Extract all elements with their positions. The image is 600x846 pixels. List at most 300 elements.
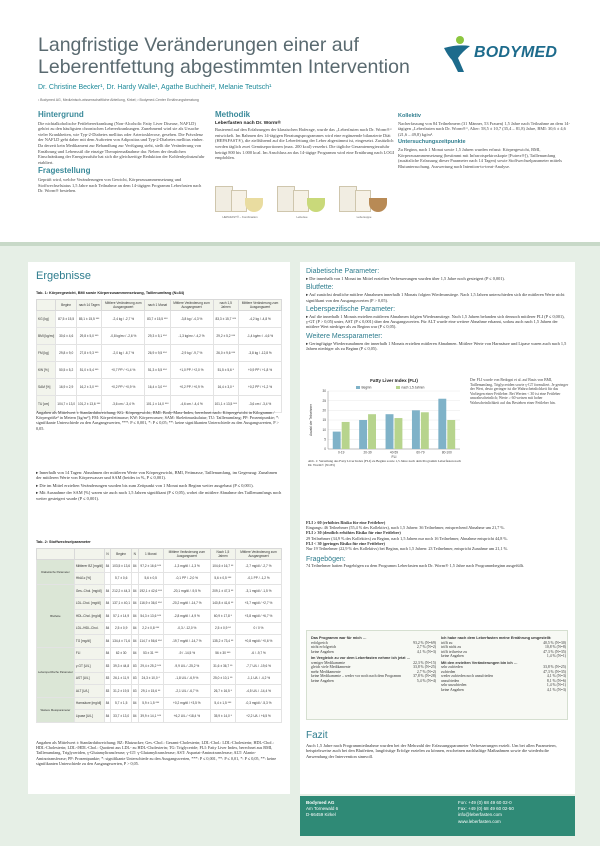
table-cell: -4,2 kg / -4,8 % <box>239 311 282 328</box>
table-header-cell <box>37 300 56 311</box>
fragestellung-heading: Fragestellung <box>38 166 91 176</box>
table-header-cell: N <box>132 549 139 560</box>
table-header-cell: Mittlere Veränderung zum Ausgangswert <box>102 300 145 311</box>
table-cell: +6,2 U/L / +18,4 % <box>163 710 210 723</box>
frage-heading: Fragebögen: <box>306 556 346 564</box>
survey-value: 33,8 % (N=25) <box>543 665 566 669</box>
table-row <box>37 379 282 396</box>
table-header-cell: Beginn <box>111 549 132 560</box>
table-header-cell <box>74 549 104 560</box>
table-cell: 5,6 ± 0,5 *** <box>210 572 235 585</box>
y-tick-label: 20 <box>322 408 326 413</box>
table-cell: 114,7 ± 56,6 *** <box>138 635 163 648</box>
table-cell: 26,1 ± 11,9 <box>111 672 132 685</box>
table-cell: 51,3 ± 5,5 *** <box>145 362 170 379</box>
table-cell: 84 <box>104 710 111 723</box>
fazit-section <box>300 730 575 759</box>
table-cell: -2,4 kg / -2,7 % <box>102 311 145 328</box>
table-cell: +3,8 mg/dl / +6,7 % <box>236 610 282 623</box>
bar <box>368 414 376 449</box>
footer-email-link[interactable]: info@leberfasten.com <box>458 812 502 818</box>
table-cell: -0,8 kg/m² / -2,6 % <box>102 328 145 345</box>
footer <box>300 796 575 836</box>
table-row <box>37 328 282 345</box>
table-cell: 103,5 ± 13,6 <box>111 560 132 573</box>
table-cell: 39,3 ± 44,8 <box>111 660 132 673</box>
footer-web-link[interactable]: www.leberfasten.com <box>458 818 501 824</box>
table-cell: 5,4 ± 1,5 *** <box>210 697 235 710</box>
table-group-label: Weitere Messparameter <box>37 697 75 722</box>
table-cell: 2,5 ± 0,9 ** <box>210 622 235 635</box>
table-header-cell: Mittlere Veränderung zum Ausgangswert <box>239 300 282 311</box>
methodik-subheading: Leberfasten nach Dr. Worm® <box>215 120 281 126</box>
survey-value: 4,1 % (N=3) <box>546 674 566 678</box>
table-cell: 31,2 ± 19,5 <box>111 685 132 698</box>
bullet-text: Die im Mittel erzielten Veränderungen wurden bis zum Zeitpunkt von 1 Monat nach Beginn weiter ausgebaut (P ≤ 0,001). <box>39 482 254 488</box>
survey-answer: trifft zu <box>441 640 453 645</box>
table-cell: +2,2 U/L / +6,5 % <box>236 710 282 723</box>
survey-answer: mehr Medikamente <box>311 669 341 674</box>
footer-address <box>306 800 338 819</box>
survey-value: 1,4 % (N=1) <box>546 683 566 687</box>
table-cell: 30,6 ± 4,6 <box>56 328 77 345</box>
survey-value: 33,8 % (N=25) <box>413 665 436 669</box>
survey-answer: erfolgreich <box>311 640 328 645</box>
table-cell: -2,9 kg / -9,7 % <box>170 345 213 362</box>
table-cell: 50,5 ± 5,2 <box>56 362 77 379</box>
table-cell: -1,4 kg/m² / -4,6 % <box>239 328 282 345</box>
table-cell: SAM [%] <box>37 379 56 396</box>
table-cell: 57,1 ± 14,9 <box>111 610 132 623</box>
survey-value: 93,2 % (N=69) <box>413 640 436 645</box>
table-cell: Ges.-Chol. [mg/dl] <box>74 585 104 598</box>
table-cell: +0,8 mg/dl / +0,6 % <box>236 635 282 648</box>
fli-line: FLI < 30 (geringes Risiko für eine Fettleber) <box>306 540 385 546</box>
survey-answer: nicht erfolgreich <box>311 645 337 649</box>
survey-answer: sehr zufrieden <box>441 665 463 669</box>
intro-section <box>0 112 600 242</box>
survey-answer: sehr unzufrieden <box>441 683 467 687</box>
table-cell: 16,4 ± 3,0 * <box>213 379 239 396</box>
table-cell: LDL-/HDL-Chol. <box>74 622 104 635</box>
table-cell: 60,9 ± 17,8 * <box>210 610 235 623</box>
survey-answer: keine Angaben <box>441 654 464 658</box>
ablauf-text: Zu Beginn, nach 1 Monat sowie 1,5 Jahren wurden erfasst: Körpergewicht, BMI, Körperzusammensetzung (bestimmt mit Infrarotspektroskopie [Futrex®]), Taillenumfang (zusätzliche Erfassung dieser Parameter nach 14 Tagen) sowie Stoffwechselparameter mittels Blutuntersuchung. Auswertung nach Intention-to-treat-Analyse. <box>398 146 562 169</box>
bar <box>412 410 420 449</box>
fli-line: FLI ≥ 60 (erhöhtes Risiko für eine Fettleber) <box>306 520 386 525</box>
survey-value: 22,3 % (N=15) <box>413 660 436 665</box>
table-cell: +0,7 PP / +1,4 % <box>102 362 145 379</box>
table-cell: 104,7 ± 13,0 <box>56 396 77 413</box>
table-cell: 84 <box>132 697 139 710</box>
table-cell: +0,9 PP / +1,8 % <box>239 362 282 379</box>
table-cell: -2,0 kg / -6,7 % <box>102 345 145 362</box>
y-tick-label: 0 <box>324 447 326 452</box>
product-label: Lebersuppe <box>356 215 372 219</box>
table-cell: -0,1 PP / -2,0 % <box>163 572 210 585</box>
bullet-item: ▸ Die im Mittel erzielten Veränderungen wurden bis zum Zeitpunkt von 1 Monat nach Beginn weiter ausgebaut (P ≤ 0,001). <box>36 482 254 488</box>
table-cell: 84 <box>104 597 111 610</box>
table-cell: 101,1 ± 14,0 *** <box>145 396 170 413</box>
table-cell: 83,7 ± 15,5 *** <box>145 311 170 328</box>
table-header-cell: nach 1,5 Jahren <box>213 300 239 311</box>
table-cell: -20,2 mg/dl / -14,7 % <box>163 597 210 610</box>
y-tick-label: 10 <box>322 427 326 432</box>
survey-left <box>311 634 436 683</box>
survey-answer: trifft teilweise zu <box>441 649 467 654</box>
table-cell: 84 <box>104 697 111 710</box>
table-cell: 83,3 ± 15,7 *** <box>213 311 239 328</box>
table-cell: 54,3 ± 13,6 *** <box>138 610 163 623</box>
table-cell: 5,9 ± 1,5 *** <box>138 697 163 710</box>
blut-heading: Blutfette: <box>306 284 334 292</box>
table-cell: 2,2 ± 0,8 *** <box>138 622 163 635</box>
table-cell: +0,2 PP / +0,9 % <box>102 379 145 396</box>
table-cell: 87,5 ± 15,5 <box>56 311 77 328</box>
table1-note: Angaben als Mittelwert ± Standardabweichung; KG: Körpergewicht; BMI: Body-Mass-Index, berechnet nach: Körpergewicht in Kilogramm / Körpergröße² in Metern [kg/m²]; FM: Körperfettmasse; KW: Körperwasser; SAM: Skelettmuskulatur; TU: Taillenumfang; PP: Prozentpunkte; *: signifikante Unterschiede zu den Ausgangswerten, ***: P ≤ 0,001, *: P ≤ 0,05; **: keine signifikanten Unterschiede zu den Ausgangswerten, P > 0,05. <box>36 410 280 431</box>
hintergrund-heading: Hintergrund <box>38 110 84 119</box>
survey-answer: weniger Medikamente <box>311 660 346 665</box>
table-row <box>37 560 282 573</box>
footer-contact <box>458 800 514 825</box>
product-image <box>277 180 327 218</box>
table-cell: 29,1 ± 15,6 ** <box>138 685 163 698</box>
fli-chart-svg <box>306 375 466 459</box>
survey-question: Im Vergleich zu vor dem Leberfasten nehme ich jetzt … <box>311 656 411 660</box>
bar <box>447 420 455 449</box>
bar <box>342 422 350 449</box>
table-cell: 84 <box>104 647 111 660</box>
product-image <box>215 180 265 218</box>
kollektiv-heading: Kollektiv <box>398 113 421 119</box>
table-cell: Harnsäure [mg/dl] <box>74 697 104 710</box>
table-row <box>37 311 282 328</box>
table-metabolic <box>36 548 282 723</box>
table-cell: 84 <box>104 585 111 598</box>
x-tick-label: 40-59 <box>389 450 399 455</box>
table-cell: 25,0 ± 10,1 ** <box>210 672 235 685</box>
table-cell: 5,7 ± 1,5 <box>111 697 132 710</box>
survey-answer: weder zufrieden noch unzufrieden <box>441 674 493 678</box>
table1-caption: Tab. 1: Körpergewicht, BMI sowie Körperzusammensetzung, Taillenumfang (N=84) <box>36 291 185 295</box>
table-cell: 31,6 ± 36,7 ** <box>210 660 235 673</box>
fli-line: FLI ≥ 30 (deutlich erhöhtes Risiko für eine Fettleber) <box>306 530 401 536</box>
fli-line: Eingangs: 46 Teilnehmer (55,4 % des Kollektivs), nach 1,5 Jahren: 36 Teilnehmer, entsprechend Abnahme um 21,7 %. <box>306 525 505 531</box>
survey-value: 1,4 % (N=1) <box>546 654 566 658</box>
footer-line: Bodymed AG <box>306 800 335 805</box>
survey-answer: keine Medikamente – weder vor noch nach dem Programm <box>311 674 402 678</box>
table-cell: 0 / 0 % <box>236 622 282 635</box>
survey-right <box>441 634 566 692</box>
table-cell: 84 <box>132 585 139 598</box>
survey-value: 4,1 % (N=3) <box>546 687 566 692</box>
table-cell: 29,8 ± 9,0 <box>56 345 77 362</box>
col-hintergrund <box>38 112 206 197</box>
survey-value: 5,4 % (N=4) <box>416 678 436 683</box>
table-cell: 83 <box>104 685 111 698</box>
table-cell: 83 <box>132 672 139 685</box>
table-row <box>37 345 282 362</box>
table-header-cell: 1 Monat <box>138 549 163 560</box>
table-cell: 26,7 ± 16,5 * <box>210 685 235 698</box>
table-row <box>37 585 282 598</box>
fragestellung-text: Geprüft wird, welche Veränderungen von Gewicht, Körperzusammensetzung und Stoffwechselstatus 1,5 Jahre nach Teilnahme an dem 14-tägigen Programm Leberfasten nach Dr. Worm® bestehen. <box>38 176 202 194</box>
table-cell: KW [%] <box>37 362 56 379</box>
fli-results <box>306 520 568 572</box>
survey-answer: trifft nicht zu <box>441 645 461 649</box>
x-tick-label: 20-39 <box>363 450 372 455</box>
table-cell: 26,0 ± 9,6 *** <box>213 345 239 362</box>
chart-title: Fatty Liver Index (FLI) <box>370 378 418 383</box>
table-cell: -3,6 cm / -3,4 % <box>102 396 145 413</box>
table-cell: -0,3 / -12,0 % <box>163 622 210 635</box>
survey-answer: gleich viele Medikamente <box>311 665 351 669</box>
fli-line: 29 Teilnehmer (34,9 % des Kollektivs) zu Beginn, nach 1,5 Jahren nur noch 16 Teilnehmer, Abnahme entspricht 44,8 %. <box>306 535 508 541</box>
survey-value: 8,1 % (N=6) <box>546 678 566 683</box>
table-cell: TG [mg/dl] <box>74 635 104 648</box>
product-label: Lebertee <box>296 215 308 219</box>
table-cell: HDL-Chol. [mg/dl] <box>74 610 104 623</box>
survey-box <box>306 630 568 720</box>
table-cell: Lipase [U/L] <box>74 710 104 723</box>
table-header-cell <box>37 549 75 560</box>
table-cell: 101,2 ± 13,6 *** <box>77 396 102 413</box>
weitere-heading: Weitere Messparameter: <box>306 332 383 340</box>
table-cell: AST [U/L] <box>74 672 104 685</box>
blut-text: ▸ Auf zunächst deutliche mittlere Abnahmen innerhalb 1 Monats folgten Wiederanstiege. Nach 1,5 Jahren unterschieden sich die mittleren Werte nicht signifikant von den Ausgangswerten (P > 0,05). <box>306 292 565 303</box>
x-tick-label: 80-100 <box>441 450 452 455</box>
survey-value: 2,7 % (N=2) <box>416 669 436 674</box>
survey-answer: keine Angaben <box>311 649 334 654</box>
leber-text: ▸ Auf die innerhalb 1 Monats erzielten mittleren Abnahmen folgten Wiederanstiege. Nach 1,5 Jahren befanden sich dennoch mittlerer FLI (P ≤ 0,001), γ-GT (P > 0,05) unter, AST (P ≤ 0,001) über den Ausgangswerten. Für ALT wurde eine weitere Abnahme erkannt, sodass auch nach 1,5 Jahren der mittlere Wert niedriger als zu Beginn war (P ≤ 0,05). <box>306 313 565 330</box>
table-cell: 5,6 ± 0,5 <box>138 572 163 585</box>
poster-header <box>0 0 600 120</box>
fli-line: Nur 19 Teilnehmer (22,9 % des Kollektivs) bei Beginn, nach 1,5 Jahren: 23 Teilnehmer, entspricht Zunahme um 21,1 %. <box>306 546 509 552</box>
right-params <box>306 268 568 354</box>
table-cell: -7,7 U/L / -19,6 % <box>236 660 282 673</box>
table-cell: 16,9 ± 2,9 <box>56 379 77 396</box>
table-cell: 192,1 ± 42,6 *** <box>138 585 163 598</box>
bar <box>333 432 341 449</box>
y-axis-label: Anzahl der Teilnehmer <box>309 404 313 436</box>
table-cell: 33,7 ± 13,0 <box>111 710 132 723</box>
footer-phone: Fon: +49 (0) 68 49 60 02-0 <box>458 800 512 805</box>
table-cell: -6 / -9,7 % <box>236 647 282 660</box>
y-tick-label: 25 <box>322 398 326 403</box>
table-header-cell: Mittlere Veränderung zum Ausgangswert <box>236 549 282 560</box>
table-cell: -0,3 mg/dl / -5,3 % <box>236 697 282 710</box>
table-cell: -2,8 mg/dl / -4,9 % <box>163 610 210 623</box>
table-cell: -1,3 kg/m² / -4,2 % <box>170 328 213 345</box>
table-cell: 84 <box>104 635 111 648</box>
table-cell: 134,4 ± 71,6 <box>111 635 132 648</box>
table-cell: HbA1c [%] <box>74 572 104 585</box>
methodik-text: Basierend auf den Erfahrungen der klassischen Haferage, wurde das „Leberfasten nach Dr. Worm®“ entwickelt. Im Rahmen des 14-tägigen Beratungsprogrammes wird eine ergänzende bilanzierte Diät (HEPAFAST®), die zielführend auf die Leberfettung der Leber abgestimmt ist, eingesetzt. Zusätzlich werden täglich zwei Gemüseportionen (max. 200 kcal) verzehrt. Die tägliche Gesamtenergiezufuhr beträgt 800 bis 1.000 kcal. Im Anschluss an das 14-tägige Programm wird eine Ernährung nach LOGI empfohlen. <box>215 127 395 161</box>
table-cell: 84 <box>132 597 139 610</box>
survey-value: 4,1 % (N=3) <box>416 649 436 654</box>
bar <box>394 418 402 449</box>
table-cell: 16,4 ± 3,0 *** <box>145 379 170 396</box>
survey-question: Mit den erzielten Veränderungen bin ich … <box>441 660 518 665</box>
survey-row <box>441 654 566 659</box>
table-cell: 24,3 ± 10,0 * <box>138 672 163 685</box>
table-cell: -1,1 U/L / -4,2 % <box>236 672 282 685</box>
table-cell: +0,2 mg/dl / +3,5 % <box>163 697 210 710</box>
footer-fax: Fax: +49 (0) 68 49 60 02-50 <box>458 806 514 812</box>
footer-line: Am Tornewald 6 <box>306 806 339 812</box>
table2-caption: Tab. 2: Stoffwechselparameter <box>36 540 91 544</box>
table-cell: 101,1 ± 13,5 *** <box>213 396 239 413</box>
x-axis-label: FLI <box>391 455 397 459</box>
table-cell: 16,2 ± 3,0 *** <box>77 379 102 396</box>
diab-text: ▸ Die innerhalb von 1 Monat im Mittel erzielten Verbesserungen wurden über 1,5 Jahre noch gesteigert (P ≤ 0,001). <box>306 276 505 281</box>
table-cell: 140,8 ± 41,6 ** <box>210 597 235 610</box>
table-cell: +1,0 PP / +2,0 % <box>170 362 213 379</box>
table-cell: 53 ± 31 *** <box>138 647 163 660</box>
table-cell: 84 <box>132 560 139 573</box>
legend-label: nach 1,5 Jahren <box>401 385 425 390</box>
table-cell: -19,7 mg/dl / -14,7 % <box>163 635 210 648</box>
table-cell: TU [cm] <box>37 396 56 413</box>
frage-text: 74 Teilnehmer hatten Fragebögen zu dem Programm Leberfasten nach Dr. Worm® 1,5 Jahre nach Programmbeginn ausgefüllt. <box>306 563 525 569</box>
table-header-cell: nach 1 Monat <box>145 300 170 311</box>
fli-explanation: Der FLI wurde von Bedogni et al. auf Basis von BMI, Taillenumfang, Triglyceriden sowie γ-GT formuliert. Je geringer der Wert, desto geringer ist die Wahrscheinlichkeit für das Vorliegen einer Fettleber. Bei Werten < 30 ist eine Fettleber unwahrscheinlich; Werte ≥ 60 weisen mit hoher Wahrscheinlichkeit auf das Bestehen einer Fettleber hin. <box>470 378 569 405</box>
legend-label: Beginn <box>361 385 372 390</box>
table-cell: BMI [kg/m²] <box>37 328 56 345</box>
y-tick-label: 5 <box>324 437 326 442</box>
table-cell: -3,8 kg / -12,8 % <box>239 345 282 362</box>
table-cell: -0,1 PP / -1,2 % <box>236 572 282 585</box>
kollektiv-text: Nacherfassung von 84 Teilnehmern (31 Männer, 53 Frauen) 1,5 Jahre nach Teilnahme an dem 14-tägigen „Leberfasten nach Dr. Worm®“, Alter: 58,5 ± 10,7 (35,4 – 81,8) Jahre, BMI: 30,6 ± 4,6 (21,6 – 49,8) kg/m². <box>398 120 570 137</box>
bullet-text: Innerhalb von 14 Tagen: Abnahmen der mittleren Werte von Körpergewicht, BMI, Fettmasse, Taillenumfang, im Gegenzug: Zunahmen der mittleren Werte von Körperwasser und SAM (beides in %, P ≤ 0,001). <box>36 470 278 481</box>
table-cell: FLI <box>74 647 104 660</box>
survey-value: 40,5 % (N=30) <box>543 640 566 645</box>
table-cell: +3,7 mg/dl / +2,7 % <box>236 597 282 610</box>
table-cell: LDL-Chol. [mg/dl] <box>74 597 104 610</box>
bar <box>438 399 446 449</box>
table-header-cell: Mittlere Veränderung zum Ausgangswert <box>170 300 213 311</box>
table-cell: -9 / -14,5 % <box>163 647 210 660</box>
survey-answer: unzufrieden <box>441 678 460 683</box>
survey-answer: zufrieden <box>441 669 456 674</box>
survey-value: 2,7 % (N=2) <box>416 645 436 649</box>
x-tick-label: 60-79 <box>416 450 425 455</box>
table-cell: 97,2 ± 16,6 *** <box>138 560 163 573</box>
survey-value: 47,3 % (N=35) <box>543 649 566 654</box>
bullet-item: ▸ Mit Ausnahme der SAM [%] waren sie auch nach 1,5 Jahren signifikant (P ≤ 0,05), wobei die mittlere Abnahme des Taillenumfangs noch weiter gesteigert wurde (P ≤ 0,001). <box>36 490 282 501</box>
table-cell: 85,1 ± 15,5 *** <box>77 311 102 328</box>
table-cell: -2,1 U/L / -6,7 % <box>163 685 210 698</box>
table-cell: 209,1 ± 47,3 ** <box>210 585 235 598</box>
leber-heading: Leberspezifische Parameter: <box>306 305 396 313</box>
y-tick-label: 30 <box>322 389 326 394</box>
bar <box>386 414 394 449</box>
table-cell: 62 ± 30 <box>111 647 132 660</box>
table2-note: Angaben als Mittelwert ± Standardabweichung; BZ: Blutzucker; Ges.-Chol.: Gesamt-Cholesterin; LDL-Chol.: LDL-Cholesterin; HDL-Chol.: HDL-Cholesterin; LDL-/HDL-Chol.: Quotient aus LDL- zu HDL-Cholesterin; TG: Triglyceride; FLI: Fatty Liver Index, berechnet aus BMI, Taillenumfang, Triglyceriden, γ-Glutamyltransferase; γ-GT: γ-Glutamyltransferase; AST: Aspartat-Aminotransferase; ALT: Alanin-Aminotransferase; PP: Prozentpunkte; *: signifikante Unterschiede zu den Ausgangswerten, ***: P ≤ 0,001, **: P ≤ 0,01, *: P ≤ 0,05, **: keine signifikanten Unterschiede zu den Ausgangswerten, P > 0,05. <box>36 740 277 766</box>
table-cell: ALT [U/L] <box>74 685 104 698</box>
col-kollektiv <box>398 112 573 172</box>
ergebnisse-heading: Ergebnisse <box>36 270 92 282</box>
table-cell: 83 <box>104 672 111 685</box>
table-cell: 83 <box>132 660 139 673</box>
table-cell: -20,1 mg/dl / -9,5 % <box>163 585 210 598</box>
diab-heading: Diabetische Parameter: <box>306 268 380 275</box>
table-header-cell: Mittlere Veränderung zum Ausgangswert <box>163 549 210 560</box>
table-cell: 26,9 ± 9,5 *** <box>145 345 170 362</box>
table-cell: 29,3 ± 5,1 *** <box>145 328 170 345</box>
product-images <box>215 180 395 225</box>
bullet-item: ▸ Innerhalb von 14 Tagen: Abnahmen der mittleren Werte von Körpergewicht, BMI, Fettmasse, Taillenumfang, im Gegenzug: Zunahmen der mittleren Werte von Körperwasser und SAM (beides in %, P ≤ 0,001). <box>36 470 278 481</box>
table-cell: Mittlerer BZ [mg/dl] <box>74 560 104 573</box>
fazit-text: Auch 1,5 Jahre nach Programmteilnahme wurden bei der Mehrzahl der Erfassungsparameter Verbesserungen erzielt. Um bei allen Parametern, beispielsweise auch bei den Blutfetten, langfristige Erfolge erzielen zu können, erscheinen nachhaltige Maßnahmen sowie die wiederholte Anwendung der Intervention sinnvoll. <box>306 743 557 759</box>
survey-answer: keine Angaben <box>311 678 334 683</box>
table-cell: FM [kg] <box>37 345 56 362</box>
table-header-cell: Beginn <box>56 300 77 311</box>
product-image <box>339 180 389 218</box>
logo-text: BODYMED <box>474 44 558 61</box>
weitere-text: ▸ Geringfügige Wiederzunahmen der innerhalb 1 Monats erzielten mittleren Abnahmen. Mittlere Werte von Harnsäure und Lipase waren auch nach 1,5 Jahren niedriger als zu Beginn (P ≤ 0,05). <box>306 340 567 352</box>
table-header-cell: N <box>104 549 111 560</box>
table-cell: 84 <box>104 622 111 635</box>
survey-row <box>441 688 566 693</box>
legend-swatch <box>356 386 360 389</box>
table-cell: -1,3 mg/dl / -1,3 % <box>163 560 210 573</box>
table-cell: 2,5 ± 0,9 <box>111 622 132 635</box>
table-cell: 137,1 ± 40,1 <box>111 597 132 610</box>
table-group-label: Diabetische Parameter <box>37 560 75 585</box>
table-cell: +0,2 PP / +1,2 % <box>239 379 282 396</box>
survey-question: Ich habe nach dem Leberfasten meine Ernährung umgestellt: <box>441 636 552 640</box>
bullet-text: Mit Ausnahme der SAM [%] waren sie auch nach 1,5 Jahren signifikant (P ≤ 0,05), wobei die mittlere Abnahme des Taillenumfangs noch weiter gesteigert wurde (P ≤ 0,001). <box>36 490 282 501</box>
y-tick-label: 15 <box>322 418 326 423</box>
table-cell: 84 <box>104 610 111 623</box>
product-label: HEPAFAST® – Kombination <box>222 215 258 219</box>
survey-value: 37,8 % (N=28) <box>413 674 436 678</box>
table-cell: 5,7 ± 0,6 <box>111 572 132 585</box>
poster-title: Langfristige Veränderungen einer auf Leberentfettung abgestimmten Intervention <box>38 34 410 78</box>
survey-answer: keine Angaben <box>441 687 464 692</box>
table-cell: -9,9 U/L / -25,2 % <box>163 660 210 673</box>
table-header-cell: Nach 1,5 Jahren <box>210 549 235 560</box>
footer-line: D-66459 Kirkel <box>306 812 336 818</box>
table-cell: 51,0 ± 5,4 *** <box>77 362 102 379</box>
table-cell: 83 <box>104 660 111 673</box>
methodik-heading: Methodik <box>215 110 251 119</box>
table-cell: γ-GT [U/L] <box>74 660 104 673</box>
table-cell: 84 <box>132 610 139 623</box>
table-cell: 29,2 ± 5,2 *** <box>213 328 239 345</box>
table-cell: 27,8 ± 9,3 *** <box>77 345 102 362</box>
chart-caption: Abb. 1: Verteilung des Fatty Liver Index (FLI) zu Beginn sowie 1,5 Jahre nach dem Programm Leberfasten nach Dr. Worm® (N=83) <box>308 459 461 467</box>
table-cell: +0,2 PP / +0,9 % <box>170 379 213 396</box>
results-bullets <box>36 470 282 501</box>
survey-value: 47,3 % (N=35) <box>543 669 566 674</box>
table-cell: 56 ± 30 *** <box>210 647 235 660</box>
table-cell: 29,4 ± 25,2 *** <box>138 660 163 673</box>
table-cell: -3,6 cm / -3,4 % <box>239 396 282 413</box>
table-cell: -3,1 mg/dl / -1,5 % <box>236 585 282 598</box>
table-cell: 84 <box>132 635 139 648</box>
table-header-cell: nach 14 Tagen <box>77 300 102 311</box>
legend-swatch <box>396 386 400 389</box>
table-cell: -4,5 U/L / -14,4 % <box>236 685 282 698</box>
x-tick-label: 0-19 <box>338 450 345 455</box>
figure-logo-icon <box>440 34 474 74</box>
bar <box>359 420 367 449</box>
col-methodik <box>215 112 395 164</box>
survey-row <box>311 679 436 684</box>
table-cell: -2,7 mg/dl / -2,7 % <box>236 560 282 573</box>
